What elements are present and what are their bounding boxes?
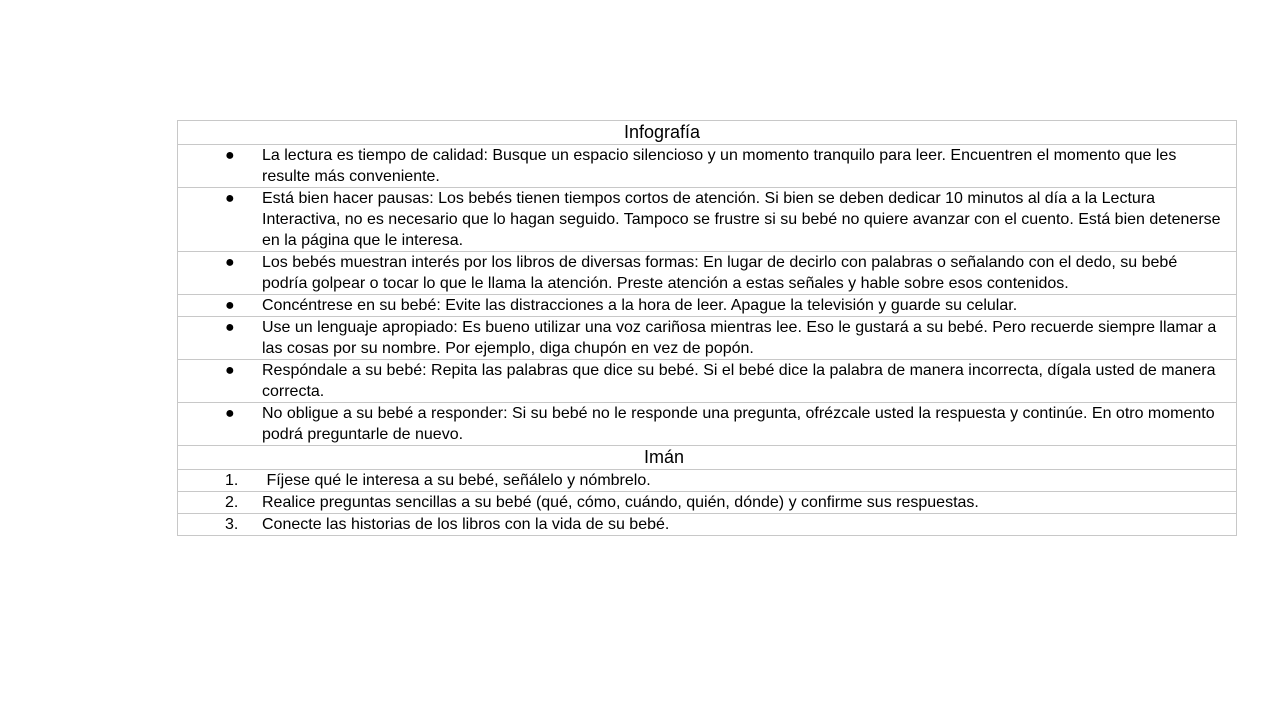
bullet-marker: ● [225, 190, 235, 207]
item-number: 3. [225, 516, 239, 533]
iman-title: Imán [178, 446, 1237, 470]
bullet-marker: ● [225, 362, 235, 379]
infografia-item-6-text: Respóndale a su bebé: Repita las palabras que dice su bebé. Si el bebé dice la palabra de manera incorrecta, dígala usted de manera correcta. [262, 362, 1216, 400]
document-table-viewport [177, 120, 1221, 560]
infografia-title: Infografía [178, 121, 1237, 145]
iman-item-2-text: Realice preguntas sencillas a su bebé (qué, cómo, cuándo, quién, dónde) y confirme sus respuestas. [262, 494, 979, 511]
item-number: 2. [225, 494, 239, 511]
iman-header-row [178, 446, 1237, 470]
infografia-item-3-text: Los bebés muestran interés por los libros de diversas formas: En lugar de decirlo con palabras o señalando con el dedo, su bebé podría golpear o tocar lo que le llama la atención. Preste atención a estas señales y hable sobre esos contenidos. [262, 254, 1178, 292]
infografia-item-5-text: Use un lenguaje apropiado: Es bueno utilizar una voz cariñosa mientras lee. Eso le gustará a su bebé. Pero recuerde siempre llamar a las cosas por su nombre. Por ejemplo, diga chupón en vez de popón. [262, 319, 1217, 357]
document-table [177, 120, 1237, 536]
list-item [178, 145, 1237, 188]
infografia-item-2-text: Está bien hacer pausas: Los bebés tienen tiempos cortos de atención. Si bien se deben dedicar 10 minutos al día a la Lectura Interactiva, no es necesario que lo hagan seguido. Tampoco se frustre si su bebé no quiere avanzar con el cuento. Está bien detenerse en la página que le interesa. [262, 190, 1221, 249]
list-item [178, 188, 1237, 252]
list-item [178, 252, 1237, 295]
iman-item-1-text: Fíjese qué le interesa a su bebé, señálelo y nómbrelo. [262, 472, 651, 489]
iman-item-3-text: Conecte las historias de los libros con la vida de su bebé. [262, 516, 670, 533]
list-item [178, 492, 1237, 514]
bullet-marker: ● [225, 319, 235, 336]
list-item [178, 514, 1237, 536]
item-number: 1. [225, 472, 239, 489]
list-item [178, 317, 1237, 360]
infografia-item-4-text: Concéntrese en su bebé: Evite las distracciones a la hora de leer. Apague la televisión y guarde su celular. [262, 297, 1018, 314]
bullet-marker: ● [225, 405, 235, 422]
list-item [178, 360, 1237, 403]
list-item [178, 470, 1237, 492]
infografia-header-row [178, 121, 1237, 145]
infografia-item-1-text: La lectura es tiempo de calidad: Busque un espacio silencioso y un momento tranquilo para leer. Encuentren el momento que les resulte más conveniente. [262, 147, 1177, 185]
infografia-item-7-text: No obligue a su bebé a responder: Si su bebé no le responde una pregunta, ofrézcale usted la respuesta y continúe. En otro momento podrá preguntarle de nuevo. [262, 405, 1215, 443]
bullet-marker: ● [225, 254, 235, 271]
list-item [178, 403, 1237, 446]
list-item [178, 295, 1237, 317]
bullet-marker: ● [225, 297, 235, 314]
bullet-marker: ● [225, 147, 235, 164]
